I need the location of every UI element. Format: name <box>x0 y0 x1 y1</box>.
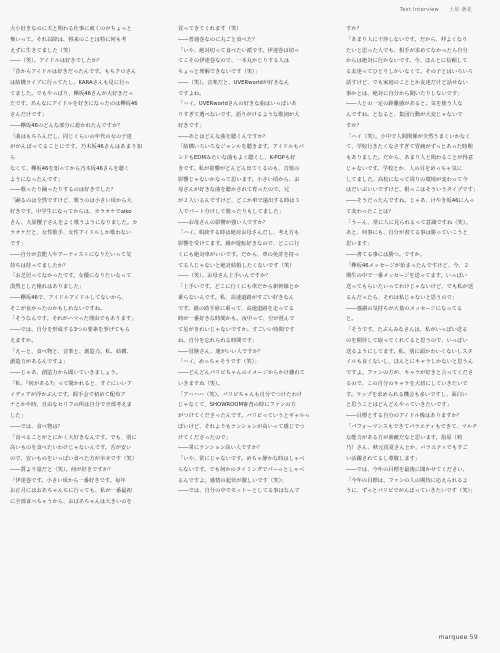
interviewee-name: 土屋 萌花 <box>448 7 472 13</box>
text-line: した」 <box>10 413 26 419</box>
text-line: ぽいけど、それよりもテンションが高いって感じでつ <box>178 423 305 430</box>
text-line: たです。あんなにアイドルを好きになったのは欅坂46 <box>10 101 138 108</box>
text-line: 影響を受けてます。親が遊転好きなので、どこに行 <box>178 241 300 247</box>
text-line: くにも絶対車がいいです。だから、車の免許を持っ <box>178 251 300 258</box>
text-line: 思います」 <box>346 241 373 247</box>
text-line: ――じゃあ、創造力から聞いていきましょう。 <box>10 370 122 376</box>
text-line: ので、安いものをいっぱい食べた方が幸せです（笑） <box>10 456 138 462</box>
text-line: 買ってきてくれます（笑） <box>178 26 242 32</box>
text-line: がつけてくださったんです。パリピっていうとギャルっ <box>178 413 310 419</box>
text-line: ががんばってることにです。乃木坂46さんはあまり知ら <box>10 144 142 161</box>
text-line: ――お母さんの影響が強い人ですか？ <box>178 219 269 226</box>
text-line: 「食べることがとにかく大好きなんです。でも、別に <box>10 434 137 441</box>
text-line: 「私、『何がある?』って聞かれると、すぐにいいア <box>10 380 132 387</box>
text-line: ――歌ったり踊ったりするのは好きでした？ <box>10 187 116 194</box>
text-line: ――どんどんパリピちゃんのイメージからかけ離れて <box>178 370 305 376</box>
text-line: 「欅坂46メッセージが始まったんですけど、今、２ <box>346 262 469 269</box>
text-line: るので、この自分のキャラを大切にしていきたいで <box>346 380 468 387</box>
text-line: らないです。でも何かのタイミングでパーっとしゃべ <box>178 466 305 473</box>
text-line: ――欅坂46のどんな部分に惹かれたんですか？ <box>10 122 123 129</box>
text-line: 事かとは、絶対に自分から聞いたりしないです」 <box>346 90 463 97</box>
text-line: のを期待して取ってくれてると思うので、いっぱい <box>346 337 468 344</box>
text-line: 「そうです。たぶんみなさんは、私がいっぱい送る <box>346 327 468 333</box>
section-label: Text Interview <box>399 7 440 13</box>
page-header <box>392 6 472 13</box>
text-line: て変わったことは？ <box>346 208 394 215</box>
text-column-3 <box>346 24 478 497</box>
text-line: は結構ライブに行ってたし、KARAさんも見に行っ <box>10 79 130 86</box>
text-line: 送るようにしてます。私、別に頭かわいくないしスタ <box>346 348 473 355</box>
text-line: ――（笑）。お母さん上手いんですか？ <box>178 273 271 280</box>
text-line: あと、何事にも、自分が書てる事は勝っていこうと <box>346 230 468 237</box>
text-line: イルも良くないし、ほんとにキャラしかないと思うん <box>346 359 474 366</box>
text-line: ――では、自分を形成する3つの要素を挙げてもら <box>10 327 130 333</box>
text-line: 「伊達巻です。小さい頃から一番好きです。毎年 <box>10 477 126 484</box>
text-line: ようになったんです」 <box>10 176 63 183</box>
text-line: ――常にテンション高い人ですか？ <box>178 445 263 452</box>
text-line: 好きです」 <box>178 122 205 129</box>
text-line: 「今年の目標は、ファンの人の期待に応えられるよ <box>346 477 468 484</box>
text-line: なくて、欅坂46を知ってから乃木坂46さんを聴く <box>10 165 130 172</box>
text-line: ――そうだったんですね。じゃあ、けやき坂46に入っ <box>346 198 475 204</box>
text-line: ――では、食べ物は？ <box>10 423 63 430</box>
text-line: いきますね（笑）。 <box>178 380 224 387</box>
text-line: と思うことはどんどんやっていきたいです」 <box>346 402 452 409</box>
text-line: イディアが浮かぶんです。握手会で初めて配布ア <box>10 391 126 398</box>
text-line: 乃）さん、秋元真夏さんとか、バラエティでもすご <box>346 445 468 452</box>
text-line: 大小好きなのに犬と関わる仕事に就くのがちょっと <box>10 26 132 32</box>
text-line: ――欅坂46で、アイドルアイドルしてないから、 <box>10 294 127 301</box>
text-line: 「いや、常にじゃないです。めちゃ静かな時はしゃべ <box>178 456 305 462</box>
text-line: 「ハイ（笑）。小中で人間関係が全然うまくいかなく <box>346 133 471 140</box>
text-line: す。ラップを求められる機会も多いですし、面白い <box>346 391 468 398</box>
text-line: 「結構いろいろなジャンルを聴きます。アイドルもバ <box>178 144 304 151</box>
text-line: て星がきれいじゃないですか。すごいい時間です <box>178 327 295 333</box>
text-line: ――自分が芸能人やアーティストになりたいって気 <box>10 251 132 258</box>
text-line: ――書てる事には勝つ。ですか。 <box>346 251 426 258</box>
text-line: てこその伊達巻なので、一本丸かじりする人は <box>178 58 290 65</box>
text-line: 「アハハハ（笑）。パリピちゃんも自分でつけたわけ <box>178 391 303 398</box>
text-line: ですよね。 <box>178 90 205 97</box>
text-line: ――では、今年の目標を最後に聞かせてください。 <box>346 466 468 473</box>
text-line: えますか。 <box>10 337 37 344</box>
text-line: じゃなくて、SHOWROOM審査の時にファンの方 <box>178 402 296 409</box>
text-line: るんですよ。感情の起伏が激しいです（笑）」 <box>178 477 287 484</box>
text-line: 「ハイ。めっちゃそうです（笑）」 <box>178 359 260 366</box>
text-line: 「うーん、常に人に見られるって意識ですね（笑）。 <box>346 219 471 226</box>
text-line: ――（笑）。アイドルは好きでしたか？ <box>10 58 103 65</box>
text-line: たいと思った人でも、相手が求めてなかったら自分 <box>346 47 468 54</box>
text-line: て、学校行きたくなさすぎて胃痛がずっとあった時期 <box>346 144 473 151</box>
text-line: ンドもEDMみたいな曲もよく聴くし、K-POPも好 <box>178 155 296 161</box>
text-line: です」 <box>10 241 26 247</box>
text-line: ですよ。ファンの方が、キャラが好きと言ってくださ <box>346 370 474 376</box>
text-line: ――では、自分の中でモットーとしてる事はなんで <box>178 488 300 495</box>
text-line: な能力がある方が素敵だなと思います。指原（莉 <box>346 434 463 441</box>
text-line: ――人との一定の距離感があると。気を使う人な <box>346 101 463 108</box>
text-line: 「ハイ。UVERworldさんの好きな曲はいっぱいあ <box>178 101 297 108</box>
text-column-2 <box>178 24 310 497</box>
text-line: してました。高校になって周りの環境が変わって今 <box>346 176 468 183</box>
text-line: そこが良かったのかもしれないですね。 <box>10 305 106 312</box>
text-line: 送ってもらいたいってわけじゃないけど、でも私が送 <box>346 284 474 290</box>
text-line: 影響じゃないかなって思います。小さい頃から、お <box>178 176 300 183</box>
text-line: ――（笑）。音楽だと、UVERworldが好きなん <box>178 79 290 86</box>
text-line: 「パフォーマンスもできてバラエティもできて、マルチ <box>346 423 478 430</box>
text-line: るんだったら、それは私じゃないと思うので」 <box>346 294 458 301</box>
text-line: 「上手いです。どこに行くにも車だから新幹線とか <box>178 284 300 290</box>
text-line: お正月にはおあちゃんちに行っても、私が一番最初 <box>10 488 132 495</box>
text-line: ――質より量だと（笑）。何が好きですか？ <box>10 466 114 473</box>
text-line: きです。私が影響がどんどん出てくるのも、音楽の <box>178 165 300 172</box>
text-line: ――目標とする自分のアイドル像はありますか？ <box>346 413 463 419</box>
text-line: 持ちは持ってましたか？ <box>10 262 69 269</box>
text-line: てました。でもやっぱり、欅坂46さんが大好きだっ <box>10 90 134 97</box>
text-line: 「あまり人に干渉しないです。だから、仲よくなり <box>346 36 468 43</box>
text-line: 「そうなんです。それがハマった理由でもあります」 <box>10 316 137 323</box>
text-line: さんだけです」 <box>10 112 48 118</box>
text-line: 高いものを食べたいわけじゃないんです。舌が安い <box>10 445 132 452</box>
text-line: えずに生きてました（笑） <box>10 47 74 54</box>
text-line: てる人じゃないと絶対結婚したくないです（笑） <box>178 262 295 269</box>
text-line: 漠然とした憧れはありました」 <box>10 284 85 290</box>
text-line: 怖いって。それ以降は、将来のことは特に何も考 <box>10 36 127 43</box>
text-line: ラオケだと、女性歌手、女性アイドルしか歌わない <box>10 230 132 237</box>
text-line: 「曲はもちろんだし、同じくらいの年代の女の子達 <box>10 133 132 140</box>
text-line: 時が一番好きな時間かも。夜中って、空が澄んで <box>178 316 295 323</box>
text-line: 「えーと、食べ物と、音楽と、創造力。私、結構、 <box>10 348 132 355</box>
text-line: うに、ずっとパリピでがんばっていきたいです（笑）」 <box>346 488 476 495</box>
text-line: 好きです。中学生になってからは、カラオケでaiko <box>10 208 132 215</box>
text-line: さん、大原櫻子さんをよく歌うようになりました。カ <box>10 219 138 226</box>
text-line: です。親の助手席に乗って、高速道路を走ってる <box>178 305 295 312</box>
text-line: 人でパート分けして歌ったりもしてました」 <box>178 208 284 215</box>
text-line: ね。自分を忘れられる時間です」 <box>178 337 258 344</box>
text-line: 創造力があるんですよ」 <box>10 359 69 366</box>
text-column-1 <box>10 24 142 508</box>
text-line: 母さんが好きな曲を聴かされて育ったので。兄 <box>178 187 290 194</box>
text-line: ――感謝の気持ちが大量のメッセージになってる <box>346 305 463 312</box>
text-line: 「昔からアイドルは好きだったんです。もちクロさん <box>10 69 137 75</box>
text-line: んですね。となると、集団行動が大変じゃないで <box>346 112 463 118</box>
text-line: 「いや、絶対切って食べたい派です。伊達巻は切っ <box>178 47 300 54</box>
text-line: ――あとはどんな曲を聴くんですか？ <box>178 133 269 140</box>
text-line: 「踊るのは全然ですけど、歌うのは小さい頃から大 <box>10 198 132 204</box>
text-line: はだいぶいいですけど、根っこはそういうタイプです」 <box>346 187 479 194</box>
text-line: 「ハイ。相談する時は絶対お母さんだし、考え方も <box>178 230 300 237</box>
text-line: に全部食べちゃうから、おばあちゃんは大きいのを <box>10 499 132 505</box>
text-line: すか？ <box>346 122 362 129</box>
text-line: ――普通巻なのに丸ごと食べた？ <box>178 36 258 43</box>
text-line: い活躍されてるし尊敬します」 <box>346 456 421 462</box>
text-line: すか？ <box>346 26 362 32</box>
text-line: ナとかや時、自由なセリフの所は自分で全部考えま <box>10 402 132 409</box>
text-line: ちょっと理解できないです（笑）」 <box>178 69 261 75</box>
text-line: が２人いるんですけど、どこか車で遠出する時は３ <box>178 198 300 204</box>
text-line: と。 <box>346 316 357 323</box>
text-line: ――冒険さん、運がいい人ですか？ <box>178 348 264 355</box>
text-line: 期生の中で一番メッセージを送ってます。いっぱい <box>346 273 468 280</box>
text-line: 「お芝居ってなかったです。女優になりたいなって <box>10 273 132 280</box>
page-footer: marquee 59 <box>438 634 478 641</box>
text-line: 話すけど、でも家庭のこととか友達だけど話せない <box>346 79 468 86</box>
text-line: もありました。だから、あまり人と関わることが得意 <box>346 155 474 161</box>
text-line: けてくださったので」 <box>178 434 231 441</box>
text-line: 乗らないんです。私、高速道路がすごい好きなん <box>178 294 295 301</box>
text-line: る友達ってひとりしかいなくて。その子とはいろいろ <box>346 69 474 75</box>
text-line: じゃないです。学校とか、人の目をめっちゃ気に <box>346 165 463 172</box>
text-line: からは絶対に行かないです。今、ほんとに信頼して <box>346 58 468 65</box>
text-line: りすぎて選べないです。語りがけるような歌詞が大 <box>178 112 300 118</box>
